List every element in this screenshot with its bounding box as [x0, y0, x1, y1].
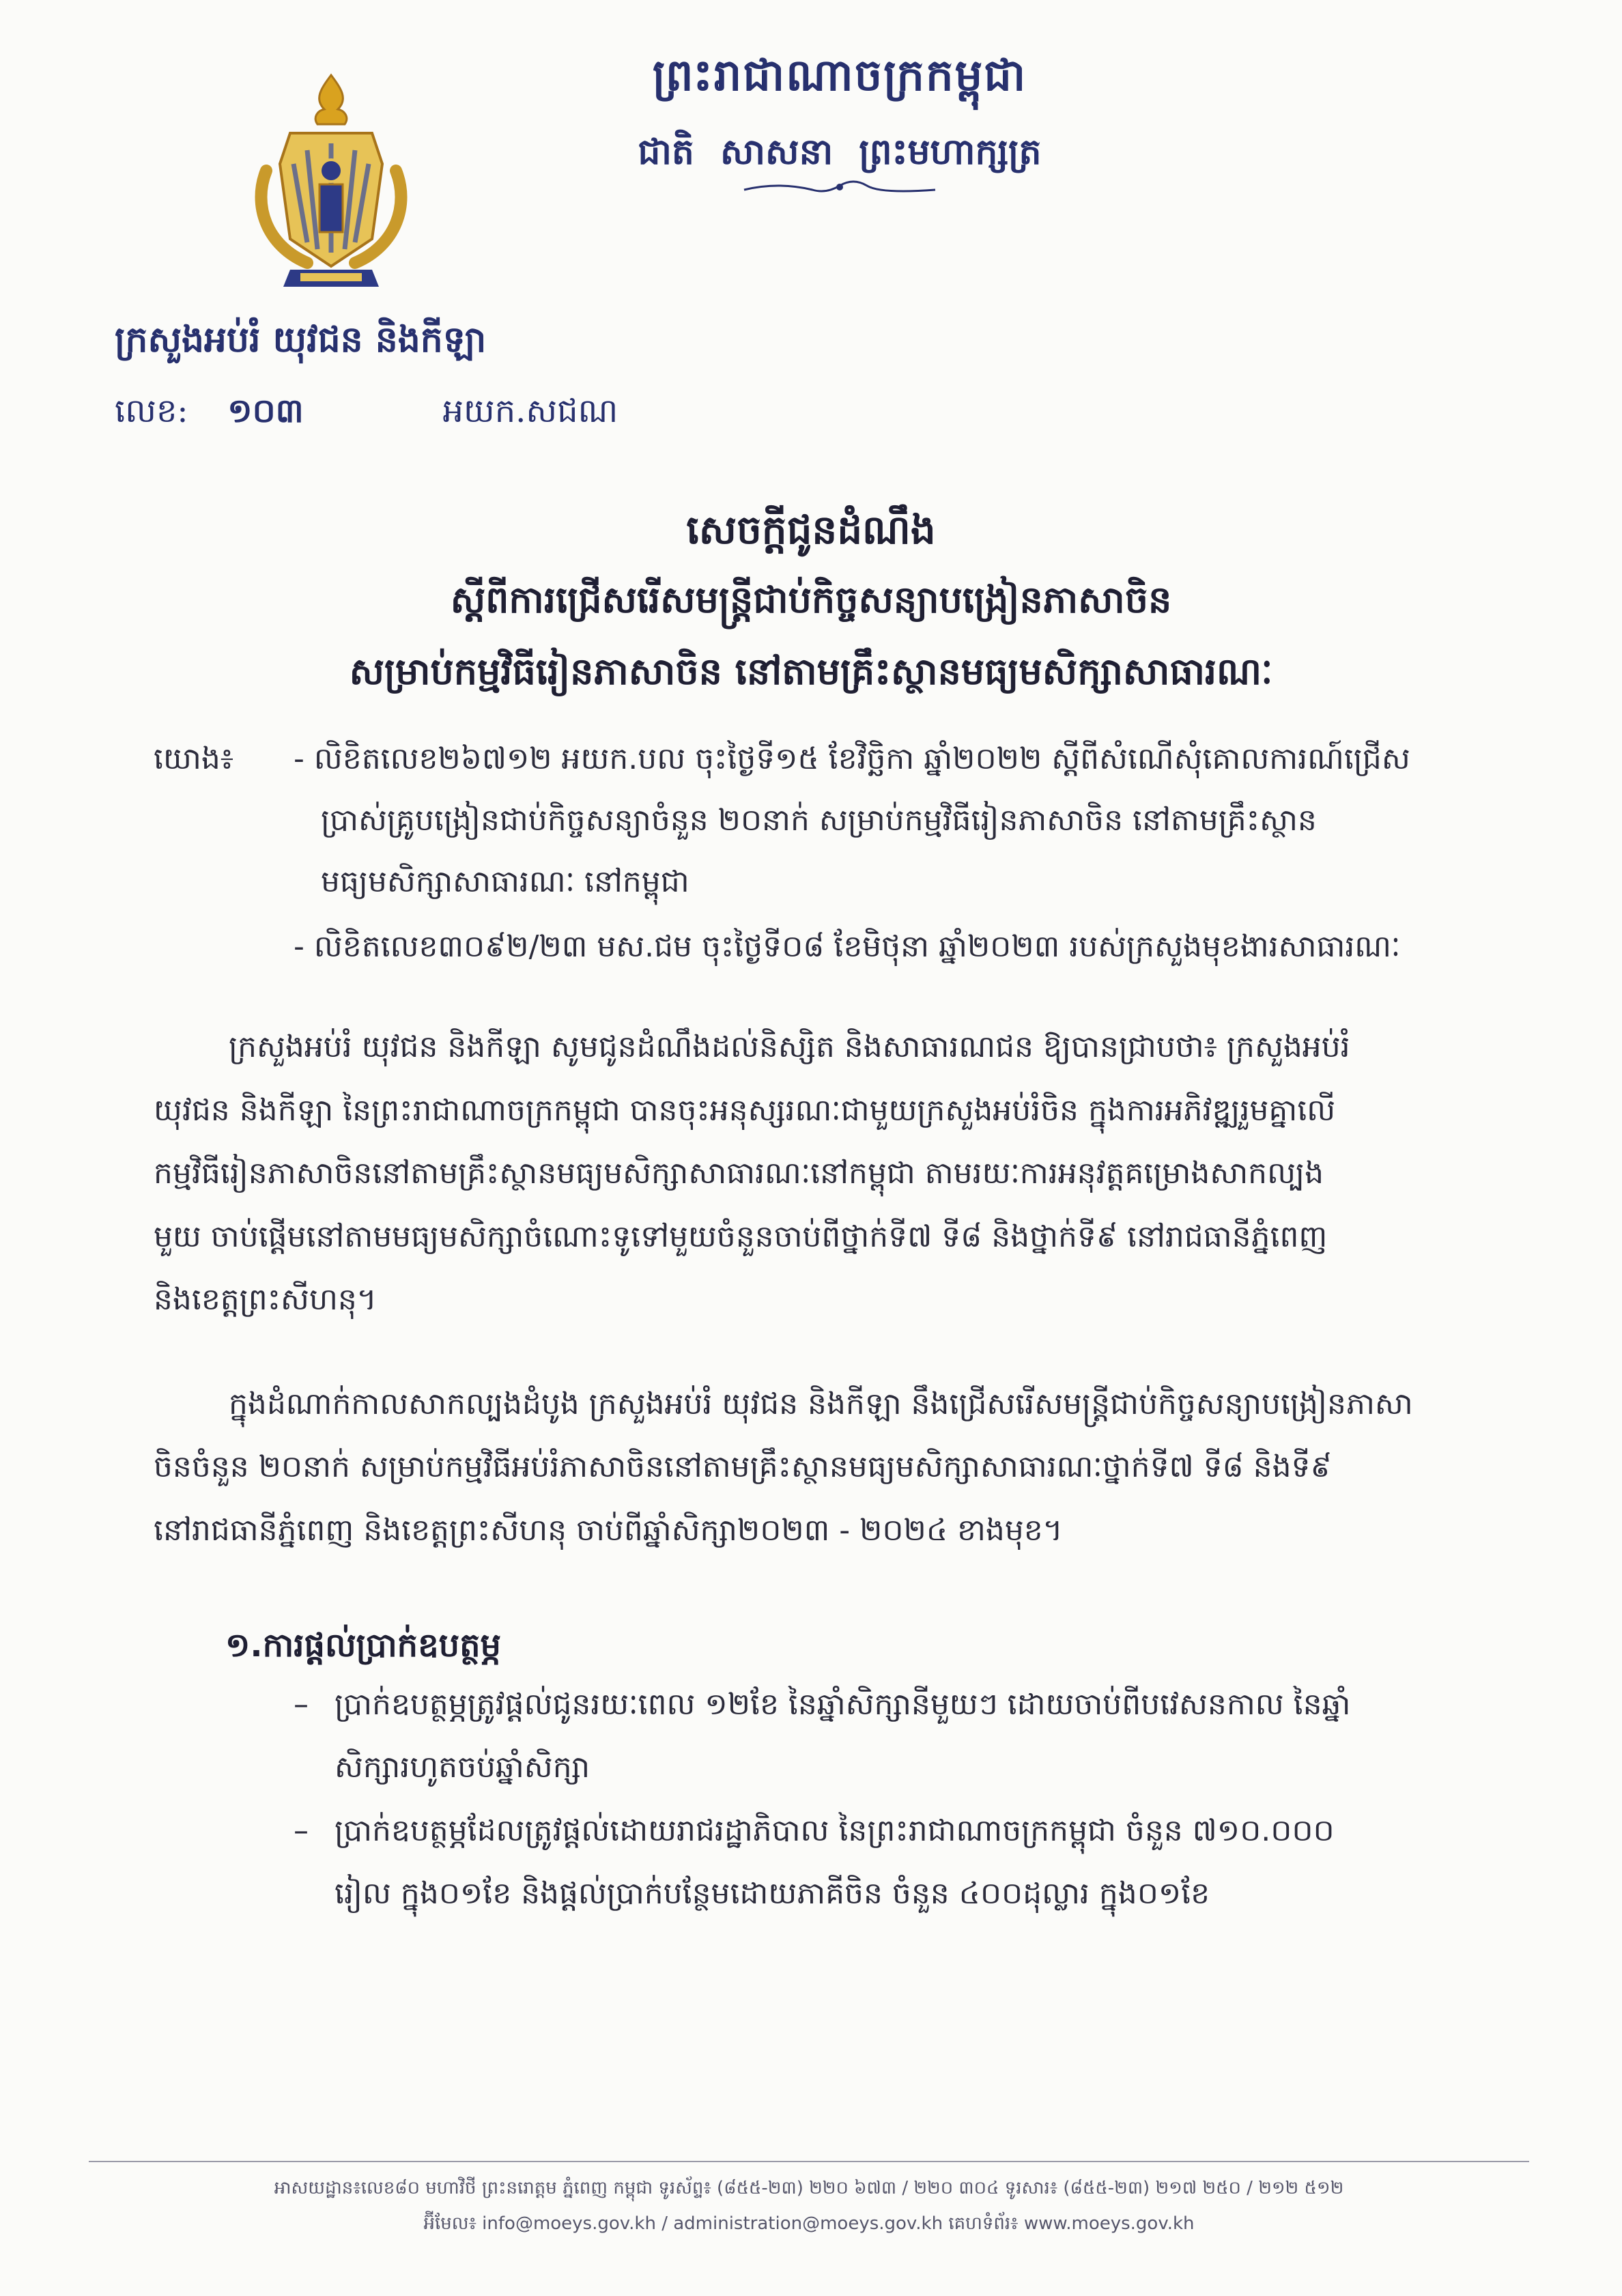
bullet-1-line: សិក្សារហូតចប់ឆ្នាំសិក្សា [335, 1750, 591, 1785]
national-motto: ជាតិ សាសនា ព្រះមហាក្សត្រ [638, 131, 1042, 173]
reference-number-line [115, 391, 618, 438]
reference-item: - លិខិតលេខ៣០៩២/២៣ មស.ជម ចុះថ្ងៃទី០៨ ខែមិថុនា ឆ្នាំ២០២៣ របស់ក្រសួងមុខងារសាធារណៈ [294, 929, 1401, 964]
notice-subtitle-1: ស្តីពីការជ្រើសរើសមន្ត្រីជាប់កិច្ចសន្យាបង្រៀនភាសាចិន [450, 578, 1172, 621]
ref-label: លេខ: [115, 392, 188, 430]
kingdom-title: ព្រះរាជាណាចក្រកម្ពុជា [652, 50, 1027, 101]
paragraph-1-line: ក្រសួងអប់រំ យុវជន និងកីឡា សូមជូនដំណឹងដល់និស្សិត និងសាធារណជន ឱ្យបានជ្រាបថា៖ ក្រសួងអប់រំ [229, 1030, 1350, 1064]
paragraph-1-line: និងខេត្តព្រះសីហនុ។ [154, 1282, 377, 1317]
notice-subtitle-2: សម្រាប់កម្មវិធីរៀនភាសាចិន នៅតាមគ្រឹះស្ថានមធ្យមសិក្សាសាធារណៈ [349, 649, 1273, 693]
references-label: យោង៖ [154, 741, 234, 776]
paragraph-1-line: កម្មវិធីរៀនភាសាចិននៅតាមគ្រឹះស្ថានមធ្យមសិក្សាសាធារណៈនៅកម្ពុជា តាមរយៈការអនុវត្តគម្រោងសាកល្បង [154, 1156, 1324, 1191]
bullet-2-line: ប្រាក់ឧបត្ថម្ភដែលត្រូវផ្តល់ដោយរាជរដ្ឋាភិបាល នៃព្រះរាជាណាចក្រកម្ពុជា ចំនួន ៧១០.០០០ [335, 1813, 1335, 1848]
section-1-heading: ១.ការផ្តល់ប្រាក់ឧបត្ថម្ភ [225, 1626, 502, 1664]
footer-address: អាសយដ្ឋាន៖លេខ៨០ មហាវិថី ព្រះនរោត្តម ភ្នំពេញ កម្ពុជា ទូរស័ព្ទ៖ (៨៥៥-២៣) ២២០ ៦៧៣ / ២២០ ៣០៤ ទូរសារ៖ (៨៥៥-២៣) ២១៧ ២៥០ / ២១២ ៥១២ [274, 2178, 1344, 2198]
bullet-dash: – [294, 1813, 309, 1848]
footer-divider [89, 2161, 1529, 2162]
ref-number: ១០៣ [227, 392, 304, 430]
bullet-dash: – [294, 1687, 309, 1722]
reference-item: មធ្យមសិក្សាសាធារណៈ នៅកម្ពុជា [321, 864, 689, 899]
bullet-1-line: ប្រាក់ឧបត្ថម្ភត្រូវផ្តល់ជូនរយៈពេល ១២ខែ នៃឆ្នាំសិក្សានីមួយៗ ដោយចាប់ពីបវេសនកាល នៃឆ្នាំ [335, 1687, 1351, 1722]
paragraph-2-line: ក្នុងដំណាក់កាលសាកល្បងដំបូង ក្រសួងអប់រំ យុវជន និងកីឡា នឹងជ្រើសរើសមន្ត្រីជាប់កិច្ចសន្យាបង្រៀនភាសា [229, 1387, 1413, 1421]
reference-item: - លិខិតលេខ២៦៧១២ អយក.បល ចុះថ្ងៃទី១៥ ខែវិច្ឆិកា ឆ្នាំ២០២២ ស្តីពីសំណើសុំគោលការណ៍ជ្រើស [294, 741, 1410, 776]
bullet-2-line: រៀល ក្នុង០១ខែ និងផ្តល់ប្រាក់បន្ថែមដោយភាគីចិន ចំនួន ៤០០ដុល្លារ ក្នុង០១ខែ [335, 1876, 1210, 1911]
ministry-name: ក្រសួងអប់រំ យុវជន និងកីឡា [115, 319, 487, 360]
paragraph-1-line: យុវជន និងកីឡា នៃព្រះរាជាណាចក្រកម្ពុជា បានចុះអនុស្សរណៈជាមួយក្រសួងអប់រំចិន ក្នុងការអភិវឌ្ឍរួមគ្នាលើ [154, 1093, 1336, 1128]
ornament-divider-icon [737, 176, 942, 203]
reference-item: ប្រាស់គ្រូបង្រៀនជាប់កិច្ចសន្យាចំនួន ២០នាក់ សម្រាប់កម្មវិធីរៀនភាសាចិន នៅតាមគ្រឹះស្ថាន [321, 803, 1317, 838]
paragraph-2-line: ចិនចំនួន ២០នាក់ សម្រាប់កម្មវិធីអប់រំភាសាចិននៅតាមគ្រឹះស្ថានមធ្យមសិក្សាសាធារណៈថ្នាក់ទី៧ ទី៨ និងទី៩ [154, 1449, 1332, 1484]
paragraph-1-line: មួយ ចាប់ផ្តើមនៅតាមមធ្យមសិក្សាចំណោះទូទៅមួយចំនួនចាប់ពីថ្នាក់ទី៧ ទី៨ និងថ្នាក់ទី៩ នៅរាជធានីភ្នំពេញ [154, 1219, 1328, 1254]
ministry-emblem-icon [225, 68, 437, 307]
footer-contact: អ៊ីមែល៖ info@moeys.gov.kh / administration@moeys.gov.kh គេហទំព័រ៖ www.moeys.gov.kh [423, 2213, 1195, 2234]
notice-title: សេចក្តីជូនដំណឹង [686, 507, 936, 553]
ref-code: អយក.សជណ [442, 392, 618, 430]
paragraph-2-line: នៅរាជធានីភ្នំពេញ និងខេត្តព្រះសីហនុ ចាប់ពីឆ្នាំសិក្សា២០២៣ - ២០២៤ ខាងមុខ។ [154, 1513, 1063, 1548]
